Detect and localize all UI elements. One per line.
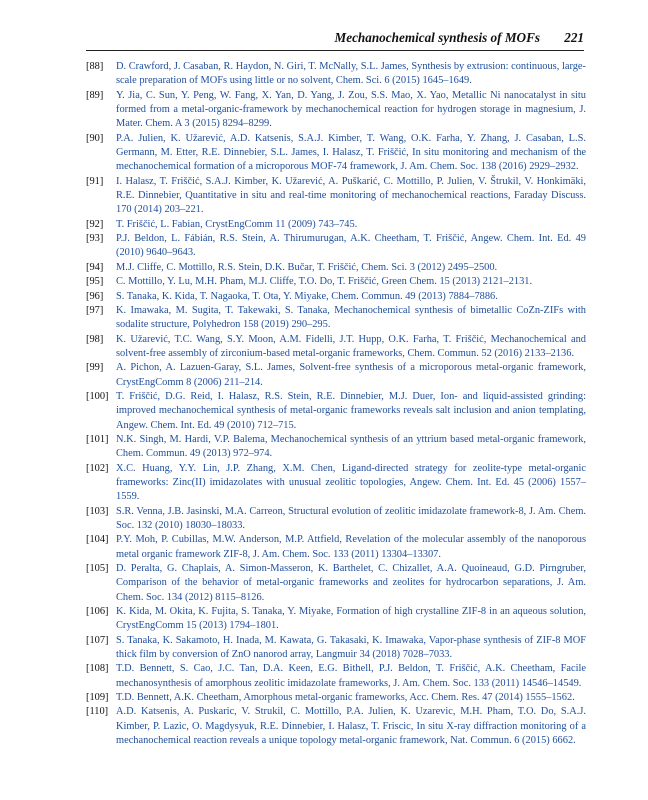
reference-number: [92] bbox=[86, 218, 104, 230]
reference-text[interactable]: P.A. Julien, K. Užarević, A.D. Katsenis, S.A.J. Kimber, T. Wang, O.K. Farha, Y. Zhang, J. Casaban, L.S. Germann, M. Etter, R.E. Dinnebier, S.L. James, I. Halasz, T. Friščić, In situ monitoring and mechanism of the mechanochemical formation of a microporous MOF-74 framework, J. Am. Chem. Soc. 138 (2016) 2929–2932. bbox=[116, 132, 586, 173]
reference-number: [105] bbox=[86, 563, 109, 575]
reference-item bbox=[86, 275, 586, 289]
reference-number: [89] bbox=[86, 89, 104, 101]
reference-item bbox=[86, 390, 586, 433]
reference-number: [106] bbox=[86, 606, 109, 618]
reference-text[interactable]: K. Imawaka, M. Sugita, T. Takewaki, S. Tanaka, Mechanochemical synthesis of bimetallic CoZn-ZIFs with sodalite structure, Polyhedron 158 (2019) 290–295. bbox=[116, 304, 586, 331]
reference-number: [97] bbox=[86, 304, 104, 316]
reference-item bbox=[86, 333, 586, 362]
reference-text[interactable]: T. Friščić, L. Fabian, CrystEngComm 11 (2009) 743–745. bbox=[116, 218, 358, 230]
reference-text[interactable]: K. Kida, M. Okita, K. Fujita, S. Tanaka, Y. Miyake, Formation of high crystalline ZIF-8 in an aqueous solution, CrystEngComm 15 (2013) 1794–1801. bbox=[116, 606, 586, 632]
reference-text[interactable]: T.D. Bennett, S. Cao, J.C. Tan, D.A. Keen, E.G. Bithell, P.J. Beldon, T. Friščić, A.K. Cheetham, Facile mechanosynthesis of amorphous zeolitic imidazolate frameworks, J. Am. Chem. Soc. 133 (2011) 14546–14549. bbox=[116, 663, 586, 689]
header-rule bbox=[86, 50, 584, 51]
reference-text[interactable]: T. Friščić, D.G. Reid, I. Halasz, R.S. Stein, R.E. Dinnebier, M.J. Duer, Ion- and liquid-assisted grinding: improved mechanochemical synthesis of metal-organic frameworks reveals salt inclusion and anion templating, Angew. Chem. Int. Ed. 49 (2010) 712–715. bbox=[116, 390, 586, 431]
reference-text[interactable]: D. Peralta, G. Chaplais, A. Simon-Masseron, K. Barthelet, C. Chizallet, A.A. Quoineaud, G.D. Pirngruber, Comparison of the behavior of metal-organic frameworks and zeolites for hydrocarbon separations, J. Am. Chem. Soc. 134 (2012) 8115–8126. bbox=[116, 563, 586, 603]
reference-list bbox=[86, 60, 586, 749]
reference-text[interactable]: P.Y. Moh, P. Cubillas, M.W. Anderson, M.P. Attfield, Revelation of the molecular assembly of the nanoporous metal organic framework ZIF-8, J. Am. Chem. Soc. 133 (2011) 13304–13307. bbox=[116, 534, 586, 560]
reference-item bbox=[86, 705, 586, 748]
reference-text[interactable]: I. Halasz, T. Friščić, S.A.J. Kimber, K. Užarević, A. Puškarić, C. Mottillo, P. Julien, V. Štrukil, V. Honkimäki, R.E. Dinnebier, Quantitative in situ and real-time monitoring of mechanochemical reactions, Faraday Discuss. 170 (2014) 203–221. bbox=[116, 175, 586, 216]
reference-item bbox=[86, 304, 586, 333]
reference-text[interactable]: Y. Jia, C. Sun, Y. Peng, W. Fang, X. Yan, D. Yang, J. Zou, S.S. Mao, X. Yao, Metallic Ni nanocatalyst in situ formed from a metal-organic-framework by mechanochemical reaction for hydrogen storage in magnesium, J. Mater. Chem. A 3 (2015) 8294–8299. bbox=[116, 89, 586, 130]
reference-item bbox=[86, 462, 586, 505]
reference-number: [91] bbox=[86, 175, 104, 187]
reference-text[interactable]: N.K. Singh, M. Hardi, V.P. Balema, Mechanochemical synthesis of an yttrium based metal-organic framework, Chem. Commun. 49 (2013) 972–974. bbox=[116, 433, 586, 460]
reference-item bbox=[86, 290, 586, 304]
reference-item bbox=[86, 261, 586, 275]
reference-text[interactable]: T.D. Bennett, A.K. Cheetham, Amorphous metal-organic frameworks, Acc. Chem. Res. 47 (2014) 1555–1562. bbox=[116, 692, 575, 704]
reference-number: [99] bbox=[86, 362, 104, 374]
reference-number: [103] bbox=[86, 505, 109, 517]
reference-number: [88] bbox=[86, 61, 104, 72]
reference-number: [107] bbox=[86, 634, 109, 646]
reference-number: [100] bbox=[86, 390, 109, 402]
reference-item bbox=[86, 175, 586, 218]
reference-item bbox=[86, 433, 586, 462]
reference-item bbox=[86, 562, 586, 605]
reference-text[interactable]: A.D. Katsenis, A. Puskaric, V. Strukil, C. Mottillo, P.A. Julien, K. Uzarevic, M.H. Pham, T.O. Do, S.A.J. Kimber, P. Lazic, O. Magdysyuk, R.E. Dinnebier, I. Halasz, T. Friscic, In situ X-ray diffraction monitoring of a mechanochemical reaction reveals a unique topology metal-organic framework, Nat. Commun. 6 (2015) 6662. bbox=[116, 706, 586, 747]
reference-text[interactable]: M.J. Cliffe, C. Mottillo, R.S. Stein, D.K. Bučar, T. Friščić, Chem. Sci. 3 (2012) 2495–2500. bbox=[116, 261, 498, 273]
reference-text[interactable]: C. Mottillo, Y. Lu, M.H. Pham, M.J. Cliffe, T.O. Do, T. Friščić, Green Chem. 15 (2013) 2121–2131. bbox=[116, 276, 533, 288]
reference-number: [95] bbox=[86, 276, 104, 288]
reference-item bbox=[86, 361, 586, 390]
reference-text[interactable]: P.J. Beldon, L. Fábián, R.S. Stein, A. Thirumurugan, A.K. Cheetham, T. Friščić, Angew. Chem. Int. Ed. 49 (2010) 9640–9643. bbox=[116, 233, 586, 259]
reference-text[interactable]: A. Pichon, A. Lazuen-Garay, S.L. James, Solvent-free synthesis of a microporous metal-organic framework, CrystEngComm 8 (2006) 211–214. bbox=[116, 362, 586, 388]
reference-item bbox=[86, 691, 586, 705]
reference-number: [109] bbox=[86, 692, 109, 704]
reference-item bbox=[86, 634, 586, 663]
reference-text[interactable]: S. Tanaka, K. Kida, T. Nagaoka, T. Ota, Y. Miyake, Chem. Commun. 49 (2013) 7884–7886. bbox=[116, 290, 498, 302]
reference-item bbox=[86, 89, 586, 132]
reference-text[interactable]: S.R. Venna, J.B. Jasinski, M.A. Carreon, Structural evolution of zeolitic imidazolate framework-8, J. Am. Chem. Soc. 132 (2010) 18030–18033. bbox=[116, 505, 586, 531]
reference-number: [104] bbox=[86, 534, 109, 546]
reference-item bbox=[86, 60, 586, 89]
reference-item bbox=[86, 218, 586, 232]
reference-number: [96] bbox=[86, 290, 104, 302]
reference-item bbox=[86, 662, 586, 691]
reference-text[interactable]: D. Crawford, J. Casaban, R. Haydon, N. Giri, T. McNally, S.L. James, Synthesis by extrusion: continuous, large-scale preparation of MOFs using little or no solvent, Chem. Sci. 6 (2015) 1645–1649. bbox=[116, 61, 586, 87]
reference-text[interactable]: X.C. Huang, Y.Y. Lin, J.P. Zhang, X.M. Chen, Ligand-directed strategy for zeolite-type metal-organic frameworks: Zinc(II) imidazolates with unusual zeolitic topologies, Angew. Chem. Int. Ed. 45 (2006) 1557–1559. bbox=[116, 462, 586, 503]
reference-text[interactable]: S. Tanaka, K. Sakamoto, H. Inada, M. Kawata, G. Takasaki, K. Imawaka, Vapor-phase synthesis of ZIF-8 MOF thick film by conversion of ZnO nanorod array, Langmuir 34 (2018) 7028–7033. bbox=[116, 634, 586, 661]
reference-number: [98] bbox=[86, 333, 104, 345]
reference-number: [110] bbox=[86, 706, 109, 718]
reference-number: [102] bbox=[86, 462, 109, 474]
reference-item bbox=[86, 132, 586, 175]
reference-text[interactable]: K. Užarević, T.C. Wang, S.Y. Moon, A.M. Fidelli, J.T. Hupp, O.K. Farha, T. Friščić, Mechanochemical and solvent-free assembly of zirconium-based metal-organic frameworks, Chem. Commun. 52 (2016) 2133–2136. bbox=[116, 333, 586, 359]
reference-item bbox=[86, 533, 586, 562]
reference-number: [93] bbox=[86, 233, 104, 245]
reference-item bbox=[86, 505, 586, 534]
reference-number: [94] bbox=[86, 261, 104, 273]
reference-number: [90] bbox=[86, 132, 104, 144]
reference-number: [101] bbox=[86, 433, 109, 445]
reference-item bbox=[86, 232, 586, 261]
running-header bbox=[86, 30, 584, 48]
reference-item bbox=[86, 605, 586, 634]
page-number: 221 bbox=[564, 30, 584, 45]
running-title: Mechanochemical synthesis of MOFs bbox=[334, 30, 540, 45]
reference-number: [108] bbox=[86, 663, 109, 675]
